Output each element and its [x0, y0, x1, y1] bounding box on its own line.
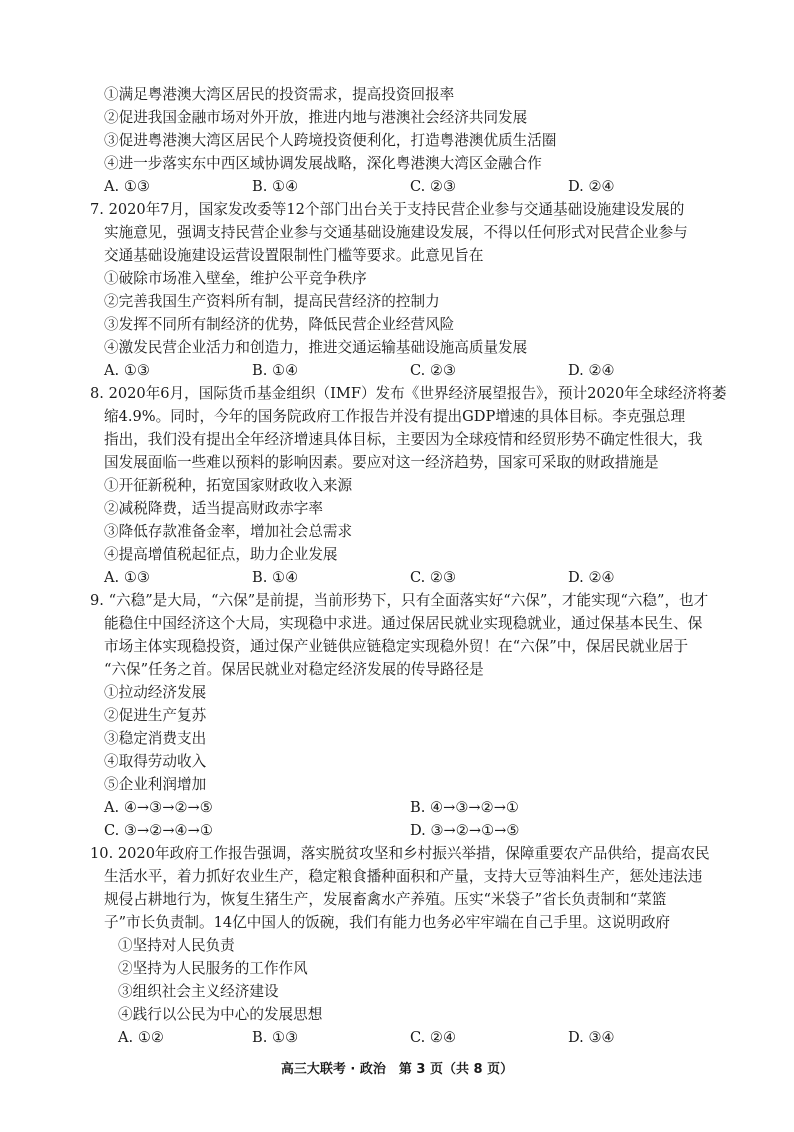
q9-stem-1: 9. “六稳”是大局，“六保”是前提，当前形势下，只有全面落实好“六保”，才能实现“六稳”，也才	[90, 592, 709, 609]
q10-option-d: D. ③④	[568, 1029, 615, 1046]
q6-choice-1: ①满足粤港澳大湾区居民的投资需求，提高投资回报率	[104, 86, 455, 103]
q7-stem-3: 交通基础设施建设运营设置限制性门槛等要求。此意见旨在	[104, 247, 484, 264]
q8-option-a: A. ①③	[104, 569, 150, 586]
q10-stem-1: 10. 2020年政府工作报告强调，落实脱贫攻坚和乡村振兴举措，保障重要农产品供给，提高农民	[90, 845, 710, 862]
q8-option-d: D. ②④	[568, 569, 615, 586]
q10-option-b: B. ①③	[252, 1029, 299, 1046]
q7-choice-3: ③发挥不同所有制经济的优势，降低民营企业经营风险	[104, 316, 455, 333]
q9-option-c: C. ③→②→④→①	[104, 822, 213, 839]
q7-option-c: C. ②③	[410, 362, 457, 379]
q9-stem-3: 市场主体实现稳投资，通过保产业链供应链稳定实现稳外贸！在“六保”中，保居民就业居于	[104, 638, 689, 655]
q10-choice-1: ①坚持对人民负责	[118, 937, 235, 954]
q9-stem-4: “六保”任务之首。保居民就业对稳定经济发展的传导路径是	[104, 661, 484, 678]
q8-choice-3: ③降低存款准备金率，增加社会总需求	[104, 523, 353, 540]
q8-stem-4: 国发展面临一些难以预料的影响因素。要应对这一经济趋势，国家可采取的财政措施是	[104, 454, 659, 471]
q10-stem-3: 规侵占耕地行为，恢复生猪生产，发展畜禽水产养殖。压实“米袋子”省长负责制和“菜篮	[104, 891, 667, 908]
q6-choice-4: ④进一步落实东中西区域协调发展战略，深化粤港澳大湾区金融合作	[104, 155, 542, 172]
q7-option-a: A. ①③	[104, 362, 150, 379]
q10-choice-3: ③组织社会主义经济建设	[118, 983, 279, 1000]
q9-choice-5: ⑤企业利润增加	[104, 776, 207, 793]
q9-choice-2: ②促进生产复苏	[104, 707, 207, 724]
page-footer: 高三大联考 · 政治 第 3 页（共 8 页）	[280, 1062, 514, 1077]
q9-option-b: B. ④→③→②→①	[410, 799, 520, 816]
q8-option-b: B. ①④	[252, 569, 299, 586]
q6-option-a: A. ①③	[104, 178, 150, 195]
q10-choice-4: ④践行以公民为中心的发展思想	[118, 1006, 323, 1023]
q9-choice-4: ④取得劳动收入	[104, 753, 207, 770]
q9-stem-2: 能稳住中国经济这个大局，实现稳中求进。通过保居民就业实现稳就业，通过保基本民生、保	[104, 615, 703, 632]
q9-option-a: A. ④→③→②→⑤	[104, 799, 213, 816]
q8-stem-3: 指出，我们没有提出全年经济增速具体目标，主要因为全球疫情和经贸形势不确定性很大，我	[104, 431, 703, 448]
q8-choice-1: ①开征新税种，拓宽国家财政收入来源	[104, 477, 353, 494]
q7-choice-2: ②完善我国生产资料所有制，提高民营经济的控制力	[104, 293, 440, 310]
q8-stem-2: 缩4.9%。同时，今年的国务院政府工作报告并没有提出GDP增速的具体目标。李克强总理	[104, 408, 686, 425]
q6-option-b: B. ①④	[252, 178, 299, 195]
q7-choice-4: ④激发民营企业活力和创造力，推进交通运输基础设施高质量发展	[104, 339, 528, 356]
q8-option-c: C. ②③	[410, 569, 457, 586]
q7-stem-2: 实施意见，强调支持民营企业参与交通基础设施建设发展，不得以任何形式对民营企业参与	[104, 224, 688, 241]
q8-choice-4: ④提高增值税起征点，助力企业发展	[104, 546, 338, 563]
q10-stem-2: 生活水平，着力抓好农业生产，稳定粮食播种面积和产量，支持大豆等油料生产，惩处违法违	[104, 868, 703, 885]
q8-choice-2: ②减税降费，适当提高财政赤字率	[104, 500, 323, 517]
q6-option-c: C. ②③	[410, 178, 457, 195]
q6-choice-2: ②促进我国金融市场对外开放，推进内地与港澳社会经济共同发展	[104, 109, 528, 126]
q10-option-c: C. ②④	[410, 1029, 457, 1046]
q7-choice-1: ①破除市场准入壁垒，维护公平竞争秩序	[104, 270, 367, 287]
q7-option-b: B. ①④	[252, 362, 299, 379]
q6-option-d: D. ②④	[568, 178, 615, 195]
q9-choice-1: ①拉动经济发展	[104, 684, 207, 701]
q8-stem-1: 8. 2020年6月，国际货币基金组织（IMF）发布《世界经济展望报告》，预计2020年全球经济将萎	[90, 385, 727, 402]
q7-stem-1: 7. 2020年7月，国家发改委等12个部门出台关于支持民营企业参与交通基础设施建设发展的	[90, 201, 685, 218]
q10-option-a: A. ①②	[118, 1029, 164, 1046]
q10-choice-2: ②坚持为人民服务的工作作风	[118, 960, 308, 977]
q9-option-d: D. ③→②→①→⑤	[410, 822, 520, 839]
q7-option-d: D. ②④	[568, 362, 615, 379]
q10-stem-4: 子”市长负责制。14亿中国人的饭碗，我们有能力也务必牢牢端在自己手里。这说明政府	[104, 914, 671, 931]
q6-choice-3: ③促进粤港澳大湾区居民个人跨境投资便利化，打造粤港澳优质生活圈	[104, 132, 557, 149]
q9-choice-3: ③稳定消费支出	[104, 730, 207, 747]
